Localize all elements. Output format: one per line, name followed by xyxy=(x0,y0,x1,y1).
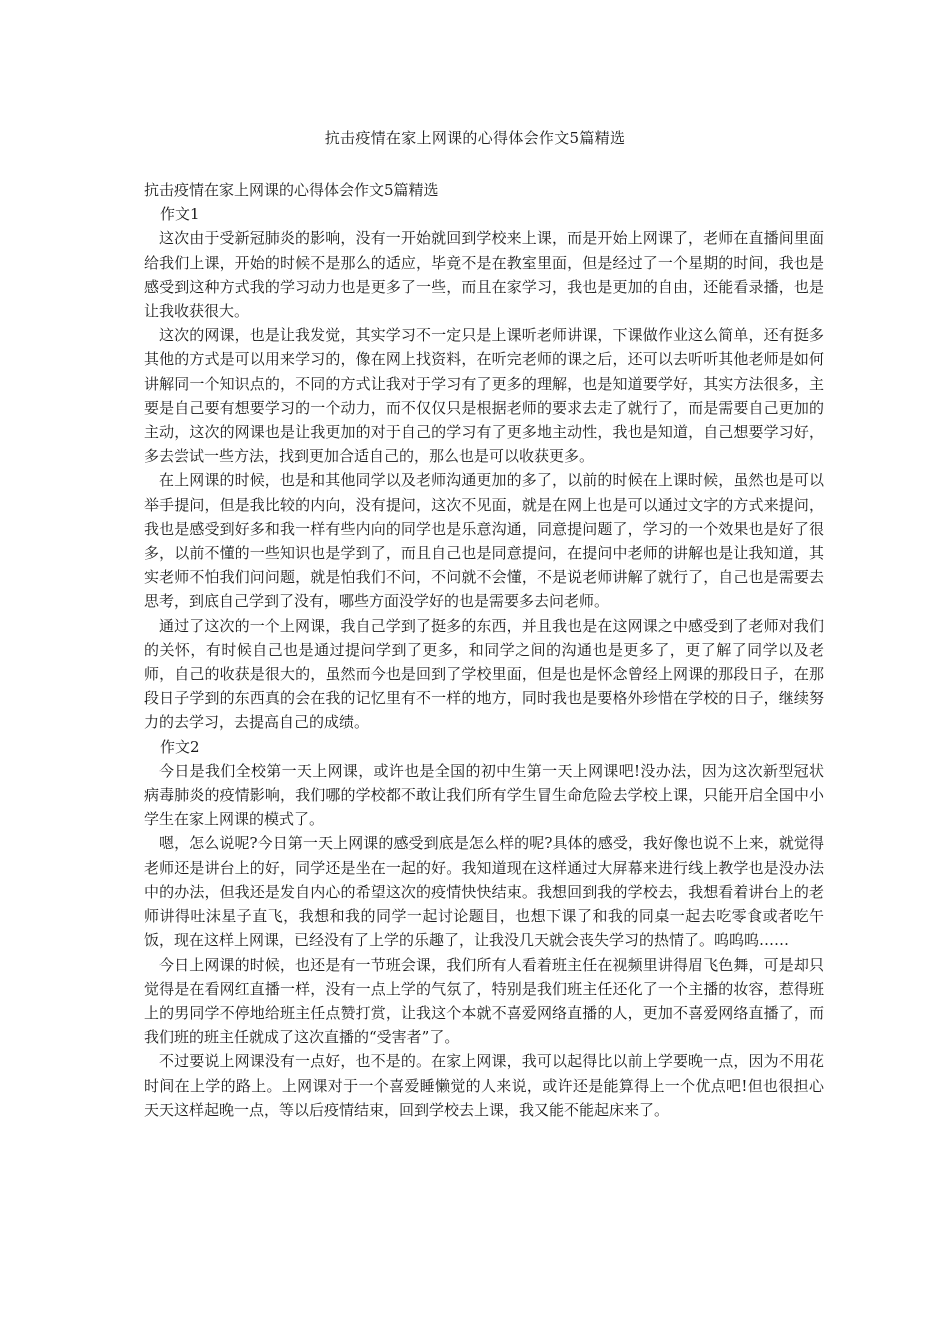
section-1-paragraph: 通过了这次的一个上网课，我自己学到了挺多的东西，并且我也是在这网课之中感受到了老师对我们的关怀，有时候自己也是通过提问学到了更多，和同学之间的沟通也是更多了，更了解了同学以及老师，自己的收获是很大的，虽然而今也是回到了学校里面，但是也是怀念曾经上网课的那段日子，在那段日子学到的东西真的会在我的记忆里有不一样的地方，同时我也是要格外珍惜在学校的日子，继续努力的去学习，去提高自己的成绩。 xyxy=(144,616,824,732)
document-subtitle: 抗击疫情在家上网课的心得体会作文5篇精选 xyxy=(144,181,439,199)
section-1-paragraph: 在上网课的时候，也是和其他同学以及老师沟通更加的多了，以前的时候在上课时候，虽然也是可以举手提问，但是我比较的内向，没有提问，这次不见面，就是在网上也是可以通过文字的方式来提问，我也是感受到好多和我一样有些内向的同学也是乐意沟通，同意提问题了，学习的一个效果也是好了很多，以前不懂的一些知识也是学到了，而且自己也是同意提问，在提问中老师的讲解也是让我知道，其实老师不怕我们问问题，就是怕我们不问，不问就不会懂，不是说老师讲解了就行了，自己也是需要去思考，到底自己学到了没有，哪些方面没学好的也是需要多去问老师。 xyxy=(144,471,824,611)
section-1-paragraph: 这次的网课，也是让我发觉，其实学习不一定只是上课听老师讲课，下课做作业这么简单，还有挺多其他的方式是可以用来学习的，像在网上找资料，在听完老师的课之后，还可以去听听其他老师是如何讲解同一个知识点的，不同的方式让我对于学习有了更多的理解，也是知道要学好，其实方法很多，主要是自己要有想要学习的一个动力，而不仅仅只是根据老师的要求去走了就行了，而是需要自己更加的主动，这次的网课也是让我更加的对于自己的学习有了更多地主动性，我也是知道，自己想要学习好，多去尝试一些方法，找到更加合适自己的，那么也是可以收获更多。 xyxy=(144,326,824,466)
section-2-paragraph: 今日上网课的时候，也还是有一节班会课，我们所有人看着班主任在视频里讲得眉飞色舞，可是却只觉得是在看网红直播一样，没有一点上学的气氛了，特别是我们班主任还化了一个主播的妆容，惹得班上的男同学不停地给班主任点赞打赏，让我这个本就不喜爱网络直播的人，更加不喜爱网络直播了，而我们班的班主任就成了这次直播的“受害者”了。 xyxy=(144,955,824,1047)
document-body xyxy=(144,178,824,1122)
section-1-paragraph: 这次由于受新冠肺炎的影响，没有一开始就回到学校来上课，而是开始上网课了，老师在直播间里面给我们上课，开始的时候不是那么的适应，毕竟不是在教室里面，但是经过了一个星期的时间，我也是感受到这种方式我的学习动力也是更多了一些，而且在家学习，我也是更加的自由，还能看录播，也是让我收获很大。 xyxy=(144,229,824,321)
section-2-paragraph: 今日是我们全校第一天上网课，或许也是全国的初中生第一天上网课吧!没办法，因为这次新型冠状病毒肺炎的疫情影响，我们哪的学校都不敢让我们所有学生冒生命危险去学校上课，只能开启全国中小学生在家上网课的模式了。 xyxy=(144,761,824,829)
section-2-paragraph: 不过要说上网课没有一点好，也不是的。在家上网课，我可以起得比以前上学要晚一点，因为不用花时间在上学的路上。上网课对于一个喜爱睡懒觉的人来说，或许还是能算得上一个优点吧!但也很担心天天这样起晚一点，等以后疫情结束，回到学校去上课，我又能不能起床来了。 xyxy=(144,1052,824,1119)
section-2-paragraph: 嗯，怎么说呢?今日第一天上网课的感受到底是怎么样的呢?具体的感受，我好像也说不上来，就觉得老师还是讲台上的好，同学还是坐在一起的好。我知道现在这样通过大屏幕来进行线上教学也是没办法中的办法，但我还是发自内心的希望这次的疫情快快结束。我想回到我的学校去，我想看着讲台上的老师讲得吐沫星子直飞，我想和我的同学一起讨论题目，也想下课了和我的同桌一起去吃零食或者吃午饭，现在这样上网课，已经没有了上学的乐趣了，让我没几天就会丧失学习的热情了。呜呜呜…… xyxy=(144,834,824,950)
section-2-label: 作文2 xyxy=(160,737,200,756)
section-1-label: 作文1 xyxy=(160,205,200,224)
document-title: 抗击疫情在家上网课的心得体会作文5篇精选 xyxy=(324,129,626,147)
